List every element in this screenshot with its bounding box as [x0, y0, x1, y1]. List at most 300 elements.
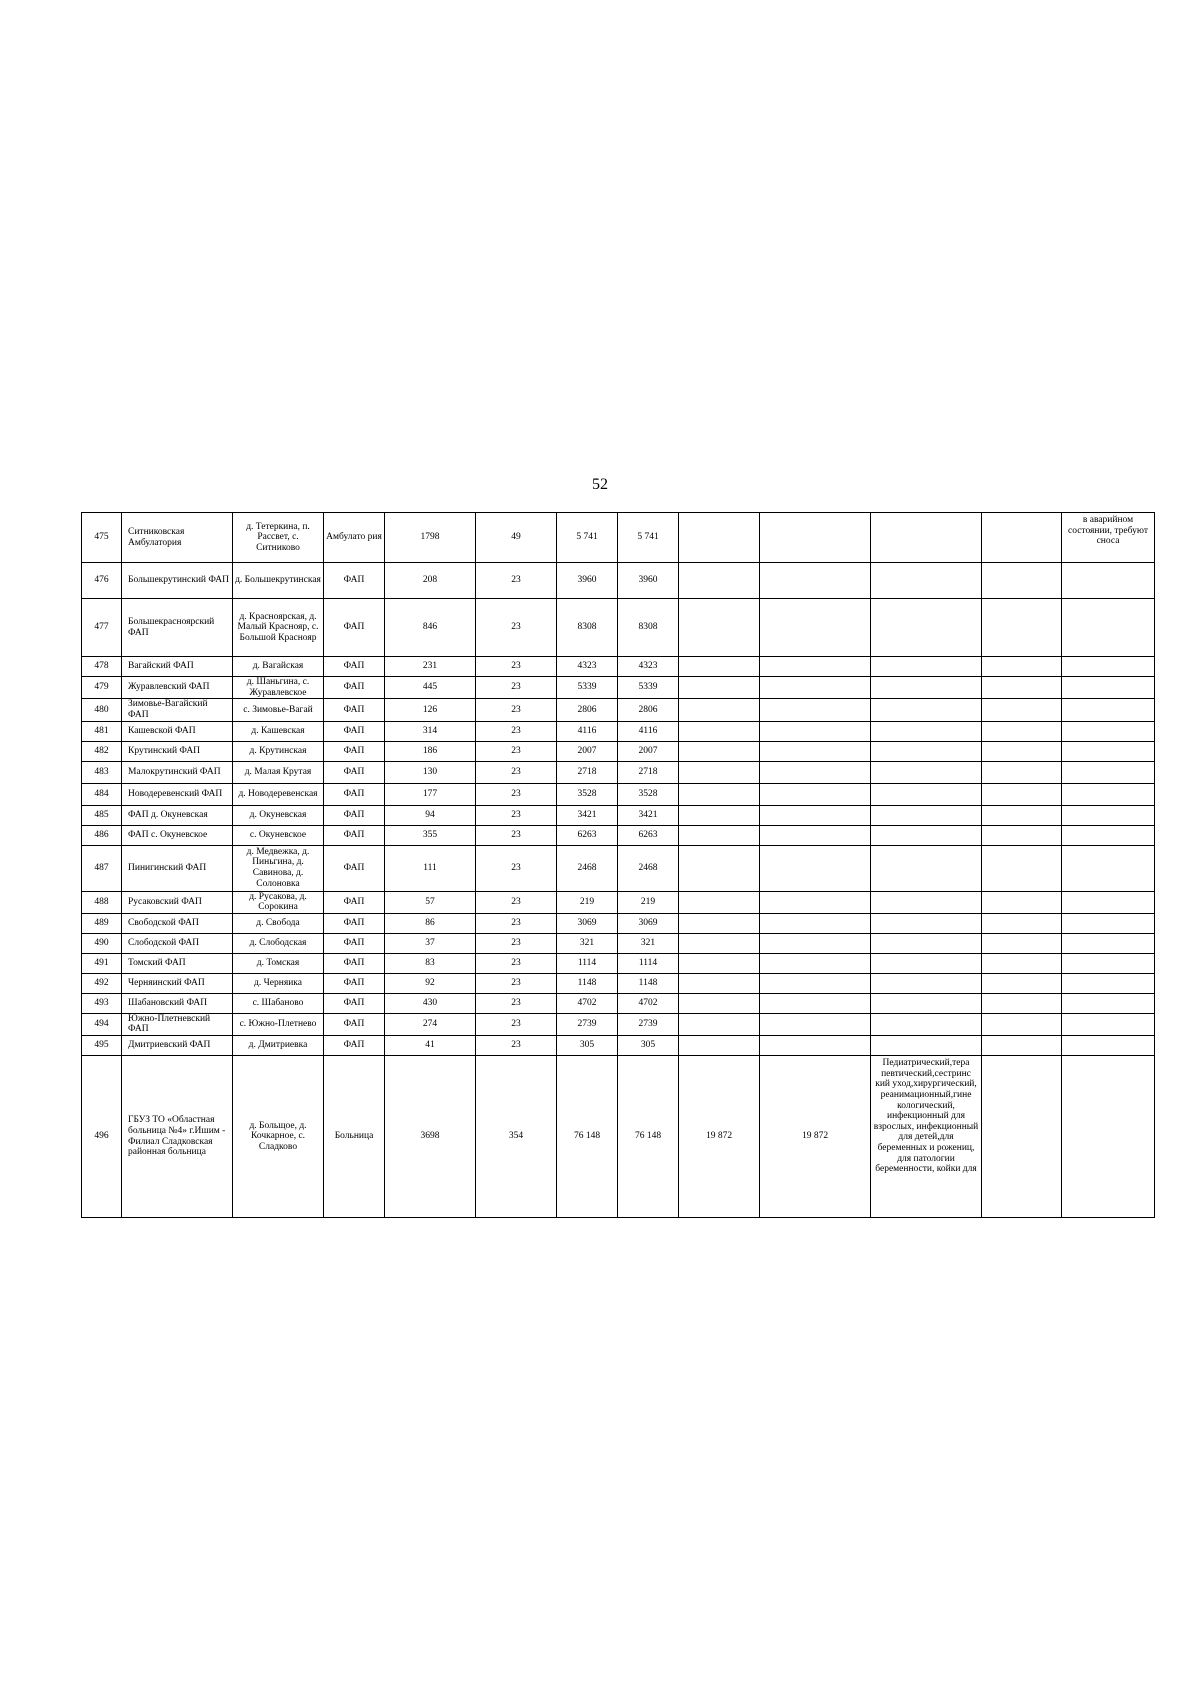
table-row	[82, 891, 1155, 913]
value-col-3: 76 148	[557, 1056, 618, 1218]
value-col-1: 41	[385, 1036, 476, 1056]
value-col-8	[982, 891, 1062, 913]
row-number: 482	[82, 741, 122, 761]
table-row	[82, 563, 1155, 599]
value-col-4: 2739	[618, 1013, 679, 1035]
remark	[1062, 599, 1155, 657]
value-col-2: 23	[476, 845, 557, 891]
remark	[1062, 973, 1155, 993]
value-col-4: 4323	[618, 657, 679, 677]
value-col-4: 219	[618, 891, 679, 913]
value-col-3: 5339	[557, 677, 618, 699]
value-col-4: 3528	[618, 783, 679, 805]
profile-note	[871, 563, 982, 599]
value-col-2: 23	[476, 599, 557, 657]
value-col-2: 23	[476, 721, 557, 741]
facility-name: Слободской ФАП	[122, 933, 233, 953]
value-col-3: 305	[557, 1036, 618, 1056]
value-col-1: 846	[385, 599, 476, 657]
value-col-6	[760, 761, 871, 783]
table-row	[82, 1013, 1155, 1035]
value-col-1: 57	[385, 891, 476, 913]
value-col-2: 23	[476, 741, 557, 761]
row-number: 476	[82, 563, 122, 599]
value-col-5	[679, 699, 760, 721]
value-col-8	[982, 1036, 1062, 1056]
value-col-5	[679, 891, 760, 913]
value-col-3: 321	[557, 933, 618, 953]
facility-type: ФАП	[324, 973, 385, 993]
value-col-3: 8308	[557, 599, 618, 657]
facility-name: Крутинский ФАП	[122, 741, 233, 761]
value-col-6	[760, 657, 871, 677]
value-col-3: 2007	[557, 741, 618, 761]
remark	[1062, 825, 1155, 845]
value-col-4: 76 148	[618, 1056, 679, 1218]
profile-note	[871, 761, 982, 783]
facility-name: Пинигинский ФАП	[122, 845, 233, 891]
value-col-3: 2718	[557, 761, 618, 783]
remark	[1062, 741, 1155, 761]
value-col-1: 126	[385, 699, 476, 721]
facility-name: Большекрасноярский ФАП	[122, 599, 233, 657]
row-number: 475	[82, 513, 122, 563]
value-col-3: 5 741	[557, 513, 618, 563]
facility-type: ФАП	[324, 1013, 385, 1035]
value-col-1: 130	[385, 761, 476, 783]
table-row	[82, 1036, 1155, 1056]
value-col-6	[760, 699, 871, 721]
row-number: 490	[82, 933, 122, 953]
profile-note	[871, 805, 982, 825]
row-number: 479	[82, 677, 122, 699]
value-col-1: 231	[385, 657, 476, 677]
value-col-4: 3421	[618, 805, 679, 825]
remark	[1062, 845, 1155, 891]
value-col-5	[679, 783, 760, 805]
profile-note	[871, 741, 982, 761]
value-col-6	[760, 973, 871, 993]
table-row	[82, 1056, 1155, 1218]
table-row	[82, 913, 1155, 933]
remark	[1062, 891, 1155, 913]
value-col-8	[982, 513, 1062, 563]
table-body	[82, 513, 1155, 1218]
profile-note	[871, 1036, 982, 1056]
value-col-3: 219	[557, 891, 618, 913]
facility-type: ФАП	[324, 1036, 385, 1056]
value-col-1: 445	[385, 677, 476, 699]
remark	[1062, 913, 1155, 933]
value-col-5	[679, 1036, 760, 1056]
value-col-1: 208	[385, 563, 476, 599]
value-col-2: 23	[476, 1013, 557, 1035]
row-number: 483	[82, 761, 122, 783]
settlements: д. Красноярская, д. Малый Краснояр, с. Большой Краснояр	[233, 599, 324, 657]
facility-name: Вагайский ФАП	[122, 657, 233, 677]
value-col-3: 4116	[557, 721, 618, 741]
settlements: д. Новодеревенская	[233, 783, 324, 805]
value-col-6	[760, 993, 871, 1013]
value-col-1: 177	[385, 783, 476, 805]
value-col-4: 3960	[618, 563, 679, 599]
value-col-5	[679, 933, 760, 953]
row-number: 489	[82, 913, 122, 933]
value-col-4: 305	[618, 1036, 679, 1056]
table-row	[82, 933, 1155, 953]
value-col-8	[982, 1056, 1062, 1218]
facilities-table	[81, 512, 1155, 1218]
value-col-2: 23	[476, 699, 557, 721]
facility-name: ГБУЗ ТО «Областная больница №4» г.Ишим - Филиал Сладковская районная больница	[122, 1056, 233, 1218]
value-col-5	[679, 513, 760, 563]
value-col-4: 2806	[618, 699, 679, 721]
profile-note	[871, 721, 982, 741]
value-col-8	[982, 563, 1062, 599]
profile-note	[871, 913, 982, 933]
value-col-5	[679, 805, 760, 825]
value-col-3: 3960	[557, 563, 618, 599]
value-col-8	[982, 825, 1062, 845]
profile-note	[871, 699, 982, 721]
value-col-8	[982, 677, 1062, 699]
remark	[1062, 721, 1155, 741]
row-number: 481	[82, 721, 122, 741]
value-col-2: 23	[476, 563, 557, 599]
value-col-1: 83	[385, 953, 476, 973]
value-col-4: 6263	[618, 825, 679, 845]
settlements: д. Слободская	[233, 933, 324, 953]
table-row	[82, 741, 1155, 761]
facility-name: ФАП д. Окуневская	[122, 805, 233, 825]
remark	[1062, 677, 1155, 699]
remark	[1062, 761, 1155, 783]
value-col-4: 1114	[618, 953, 679, 973]
value-col-6	[760, 933, 871, 953]
value-col-6	[760, 805, 871, 825]
value-col-2: 354	[476, 1056, 557, 1218]
facility-type: ФАП	[324, 721, 385, 741]
value-col-6	[760, 741, 871, 761]
facility-name: Кашевской ФАП	[122, 721, 233, 741]
value-col-2: 23	[476, 805, 557, 825]
settlements: д. Медвежка, д. Пиньгина, д. Савинова, д. Солоновка	[233, 845, 324, 891]
value-col-8	[982, 805, 1062, 825]
value-col-5	[679, 993, 760, 1013]
remark: в аварийном состоянии, требуют сноса	[1062, 513, 1155, 563]
table-row	[82, 761, 1155, 783]
table-row	[82, 721, 1155, 741]
value-col-4: 4116	[618, 721, 679, 741]
value-col-1: 430	[385, 993, 476, 1013]
row-number: 495	[82, 1036, 122, 1056]
value-col-6	[760, 721, 871, 741]
facility-type: ФАП	[324, 699, 385, 721]
value-col-2: 23	[476, 783, 557, 805]
value-col-5	[679, 657, 760, 677]
table-row	[82, 783, 1155, 805]
facility-type: Больница	[324, 1056, 385, 1218]
profile-note	[871, 845, 982, 891]
facility-name: ФАП с. Окуневское	[122, 825, 233, 845]
facility-name: Большекрутинский ФАП	[122, 563, 233, 599]
facility-type: ФАП	[324, 805, 385, 825]
profile-note	[871, 825, 982, 845]
value-col-2: 23	[476, 761, 557, 783]
settlements: с. Окуневское	[233, 825, 324, 845]
value-col-6	[760, 953, 871, 973]
value-col-2: 23	[476, 953, 557, 973]
value-col-5: 19 872	[679, 1056, 760, 1218]
value-col-4: 5 741	[618, 513, 679, 563]
facility-name: Малокрутинский ФАП	[122, 761, 233, 783]
value-col-5	[679, 761, 760, 783]
remark	[1062, 563, 1155, 599]
row-number: 484	[82, 783, 122, 805]
settlements: д. Окуневская	[233, 805, 324, 825]
value-col-8	[982, 741, 1062, 761]
value-col-6	[760, 1013, 871, 1035]
value-col-8	[982, 657, 1062, 677]
value-col-2: 23	[476, 891, 557, 913]
value-col-4: 2007	[618, 741, 679, 761]
row-number: 496	[82, 1056, 122, 1218]
value-col-3: 2468	[557, 845, 618, 891]
value-col-3: 3421	[557, 805, 618, 825]
profile-note	[871, 973, 982, 993]
value-col-6	[760, 783, 871, 805]
page-number: 52	[592, 476, 608, 493]
facility-name: Шабановский ФАП	[122, 993, 233, 1013]
table-row	[82, 973, 1155, 993]
value-col-2: 23	[476, 973, 557, 993]
value-col-8	[982, 913, 1062, 933]
profile-note	[871, 993, 982, 1013]
value-col-6	[760, 825, 871, 845]
profile-note	[871, 513, 982, 563]
value-col-8	[982, 993, 1062, 1013]
value-col-2: 49	[476, 513, 557, 563]
facility-type: ФАП	[324, 933, 385, 953]
value-col-6	[760, 513, 871, 563]
row-number: 477	[82, 599, 122, 657]
facility-type: ФАП	[324, 761, 385, 783]
remark	[1062, 953, 1155, 973]
value-col-5	[679, 973, 760, 993]
facility-name: Черняинский ФАП	[122, 973, 233, 993]
value-col-8	[982, 699, 1062, 721]
value-col-1: 37	[385, 933, 476, 953]
remark	[1062, 805, 1155, 825]
value-col-3: 3528	[557, 783, 618, 805]
facility-type: ФАП	[324, 783, 385, 805]
settlements: д. Малая Крутая	[233, 761, 324, 783]
value-col-8	[982, 599, 1062, 657]
value-col-1: 314	[385, 721, 476, 741]
facility-type: ФАП	[324, 913, 385, 933]
value-col-8	[982, 783, 1062, 805]
facility-name: Дмитриевский ФАП	[122, 1036, 233, 1056]
value-col-6	[760, 677, 871, 699]
value-col-1: 1798	[385, 513, 476, 563]
facility-type: ФАП	[324, 657, 385, 677]
value-col-1: 86	[385, 913, 476, 933]
value-col-8	[982, 953, 1062, 973]
value-col-5	[679, 913, 760, 933]
facility-name: Русаковский ФАП	[122, 891, 233, 913]
value-col-5	[679, 741, 760, 761]
row-number: 480	[82, 699, 122, 721]
table-row	[82, 657, 1155, 677]
facility-type: ФАП	[324, 741, 385, 761]
settlements: д. Вагайская	[233, 657, 324, 677]
row-number: 493	[82, 993, 122, 1013]
facility-name: Ситниковская Амбулатория	[122, 513, 233, 563]
value-col-5	[679, 1013, 760, 1035]
value-col-2: 23	[476, 657, 557, 677]
remark	[1062, 699, 1155, 721]
value-col-3: 1114	[557, 953, 618, 973]
row-number: 485	[82, 805, 122, 825]
value-col-1: 94	[385, 805, 476, 825]
value-col-5	[679, 677, 760, 699]
value-col-5	[679, 845, 760, 891]
settlements: д. Шаньгина, с. Журавлевское	[233, 677, 324, 699]
facility-type: ФАП	[324, 845, 385, 891]
row-number: 494	[82, 1013, 122, 1035]
settlements: д. Черняика	[233, 973, 324, 993]
row-number: 488	[82, 891, 122, 913]
value-col-5	[679, 953, 760, 973]
profile-note	[871, 783, 982, 805]
table-row	[82, 845, 1155, 891]
table-row	[82, 993, 1155, 1013]
facility-name: Свободской ФАП	[122, 913, 233, 933]
remark	[1062, 1013, 1155, 1035]
table-row	[82, 825, 1155, 845]
settlements: с. Шабаново	[233, 993, 324, 1013]
value-col-1: 274	[385, 1013, 476, 1035]
value-col-4: 4702	[618, 993, 679, 1013]
table-row	[82, 599, 1155, 657]
value-col-2: 23	[476, 1036, 557, 1056]
settlements: д. Тетеркина, п. Рассвет, с. Ситниково	[233, 513, 324, 563]
table-row	[82, 677, 1155, 699]
settlements: д. Свобода	[233, 913, 324, 933]
value-col-2: 23	[476, 933, 557, 953]
value-col-4: 2468	[618, 845, 679, 891]
settlements: с. Зимовье-Вагай	[233, 699, 324, 721]
value-col-4: 1148	[618, 973, 679, 993]
value-col-8	[982, 1013, 1062, 1035]
remark	[1062, 1056, 1155, 1218]
settlements: д. Кашевская	[233, 721, 324, 741]
profile-note	[871, 891, 982, 913]
value-col-3: 4702	[557, 993, 618, 1013]
table-row	[82, 513, 1155, 563]
settlements: д. Крутинская	[233, 741, 324, 761]
value-col-3: 1148	[557, 973, 618, 993]
table-row	[82, 953, 1155, 973]
settlements: д. Большекрутинская	[233, 563, 324, 599]
facility-name: Зимовье-Вагайский ФАП	[122, 699, 233, 721]
value-col-3: 2806	[557, 699, 618, 721]
value-col-2: 23	[476, 677, 557, 699]
profile-note	[871, 657, 982, 677]
value-col-1: 355	[385, 825, 476, 845]
value-col-2: 23	[476, 913, 557, 933]
value-col-3: 3069	[557, 913, 618, 933]
row-number: 491	[82, 953, 122, 973]
facility-type: ФАП	[324, 993, 385, 1013]
value-col-6	[760, 563, 871, 599]
row-number: 486	[82, 825, 122, 845]
facility-type: ФАП	[324, 599, 385, 657]
value-col-4: 5339	[618, 677, 679, 699]
value-col-5	[679, 563, 760, 599]
value-col-8	[982, 761, 1062, 783]
facility-name: Томский ФАП	[122, 953, 233, 973]
facility-type: Амбулато рия	[324, 513, 385, 563]
value-col-8	[982, 845, 1062, 891]
value-col-1: 186	[385, 741, 476, 761]
settlements: д. Русакова, д. Сорокина	[233, 891, 324, 913]
remark	[1062, 933, 1155, 953]
value-col-6	[760, 599, 871, 657]
facility-name: Южно-Плетневский ФАП	[122, 1013, 233, 1035]
value-col-8	[982, 721, 1062, 741]
facility-name: Журавлевский ФАП	[122, 677, 233, 699]
value-col-8	[982, 973, 1062, 993]
value-col-2: 23	[476, 993, 557, 1013]
profile-note	[871, 953, 982, 973]
remark	[1062, 1036, 1155, 1056]
table-row	[82, 805, 1155, 825]
value-col-3: 6263	[557, 825, 618, 845]
remark	[1062, 783, 1155, 805]
table-row	[82, 699, 1155, 721]
value-col-3: 2739	[557, 1013, 618, 1035]
row-number: 478	[82, 657, 122, 677]
profile-note	[871, 933, 982, 953]
value-col-1: 92	[385, 973, 476, 993]
profile-note	[871, 599, 982, 657]
profile-note: Педиатрический,тера певтический,сестринс кий уход,хирургический, реанимационный,гине кологический, инфекционный для взрослых, инфекционный для детей,для беременных и рожениц, для патологии беременности, койки для	[871, 1056, 982, 1218]
profile-note	[871, 677, 982, 699]
value-col-5	[679, 599, 760, 657]
settlements: д. Томская	[233, 953, 324, 973]
row-number: 487	[82, 845, 122, 891]
remark	[1062, 993, 1155, 1013]
value-col-4: 3069	[618, 913, 679, 933]
facility-type: ФАП	[324, 953, 385, 973]
remark	[1062, 657, 1155, 677]
value-col-4: 2718	[618, 761, 679, 783]
facility-type: ФАП	[324, 825, 385, 845]
value-col-6	[760, 845, 871, 891]
value-col-1: 3698	[385, 1056, 476, 1218]
facility-type: ФАП	[324, 891, 385, 913]
settlements: д. Больщое, д. Кочкарное, с. Сладково	[233, 1056, 324, 1218]
facility-name: Новодеревенский ФАП	[122, 783, 233, 805]
settlements: с. Южно-Плетнево	[233, 1013, 324, 1035]
value-col-8	[982, 933, 1062, 953]
value-col-6	[760, 913, 871, 933]
value-col-6	[760, 1036, 871, 1056]
facility-type: ФАП	[324, 563, 385, 599]
value-col-4: 8308	[618, 599, 679, 657]
value-col-1: 111	[385, 845, 476, 891]
